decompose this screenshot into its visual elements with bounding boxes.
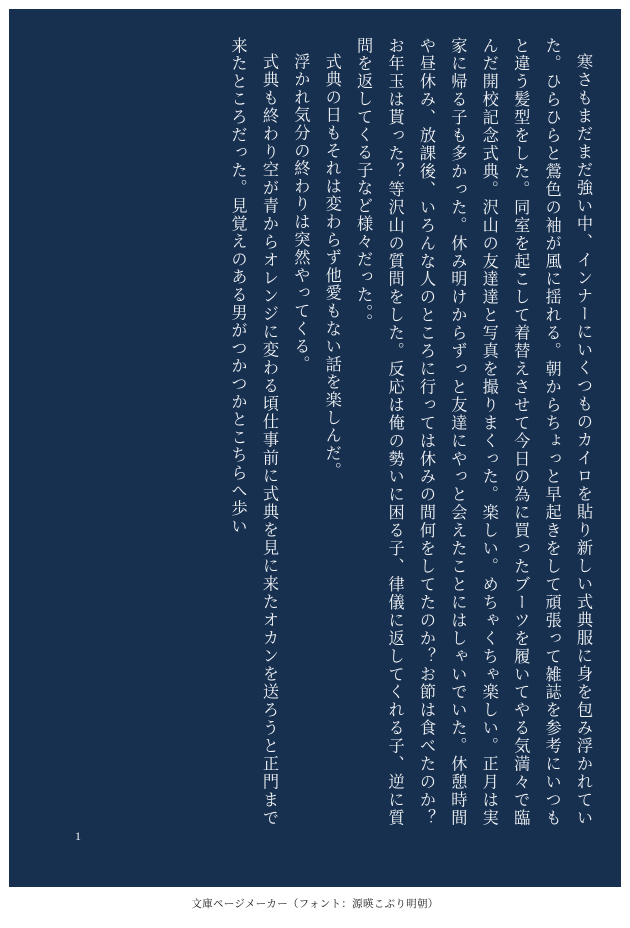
paragraph-2: 式典の日もそれは変わらず他愛もない話を楽しんだ。 [322, 53, 342, 481]
paragraph-1: 寒さもまだまだ強い中、インナーにいくつものカイロを貼り新しい式典服に身を包み浮かれていた。ひらひらと鶯色の袖が風に揺れる。朝からちょっと早起きをして頑張って雑誌を参考にいつもと違う髪型をした。同室を起こして着替えさせて今日の為に買ったブーツを履いてやる気満々で臨んだ開校記念式典。沢山の友達達と写真を撮りまくった。楽しい。めちゃくちゃ楽しい。正月は実家に帰る子も多かった。休み明けからずっと友達にやっと会えたことにはしゃいでいた。休憩時間や昼休み、放課後、いろんな人のところに行っては休みの間何をしてたのか？お節は食べたのか？お年玉は貰った？等沢山の質問をした。反応は俺の勢いに困る子、律儀に返してくれる子、逆に質問を返してくる子など様々だった。。 [354, 37, 593, 827]
paragraph-3: 浮かれ気分の終わりは突然やってくる。 [291, 53, 311, 374]
novel-page-surface [9, 9, 621, 887]
vertical-text-body [59, 37, 599, 827]
footer-caption: 文庫ページメーカー（フォント：源暎こぶり明朝） [191, 898, 439, 910]
page-number: 1 [75, 829, 82, 843]
paragraph-4: 式典も終わり空が青からオレンジに変わる頃仕事前に式典を見に来たオカンを送ろうと正門まで来たところだった。見覚えのある男がつかつかとこちらへ歩い [228, 37, 279, 827]
